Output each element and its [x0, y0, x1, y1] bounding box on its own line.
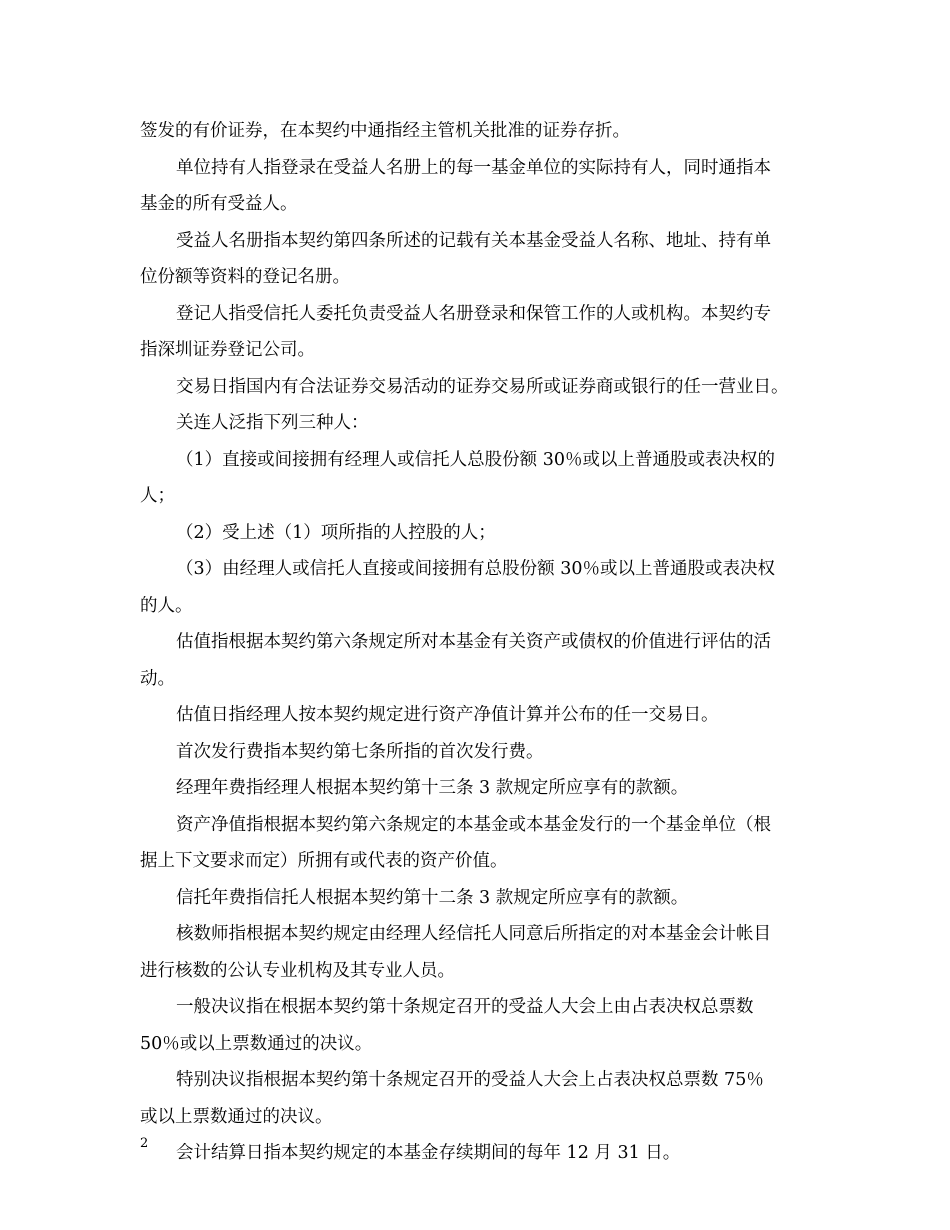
- text-line: 单位持有人指登录在受益人名册上的每一基金单位的实际持有人，同时通指本: [176, 157, 771, 178]
- text-line: 位份额等资料的登记名册。: [140, 267, 350, 287]
- text-line: （3）由经理人或信托人直接或间接拥有总股份额 30％或以上普通股或表决权: [176, 559, 775, 579]
- text-line: 信托年费指信托人根据本契约第十二条 3 款规定所应享有的款额。: [176, 887, 689, 908]
- text-line: 人；: [140, 486, 175, 506]
- text-line: 签发的有价证券，在本契约中通指经主管机关批准的证券存折。: [140, 121, 630, 141]
- text-line: 基金的所有受益人。: [140, 194, 298, 214]
- text-line: 指深圳证券登记公司。: [140, 340, 315, 360]
- text-line: 资产净值指根据本契约第六条规定的本基金或本基金发行的一个基金单位（根: [176, 814, 771, 835]
- text-line: 首次发行费指本契约第七条所指的首次发行费。: [176, 741, 544, 762]
- text-line: 或以上票数通过的决议。: [140, 1106, 333, 1127]
- text-line: 的人。: [140, 595, 193, 616]
- text-line: 动。: [140, 668, 175, 689]
- text-line: 50％或以上票数通过的决议。: [140, 1033, 373, 1054]
- text-line: 核数师指根据本契约规定由经理人经信托人同意后所指定的对本基金会计帐目: [176, 924, 771, 944]
- document-body: [140, 113, 816, 1172]
- text-line: 会计结算日指本契约规定的本基金存续期间的每年 12 月 31 日。: [176, 1143, 681, 1163]
- text-line: 估值日指经理人按本契约规定进行资产净值计算并公布的任一交易日。: [176, 705, 719, 725]
- text-line: 特别决议指根据本契约第十条规定召开的受益人大会上占表决权总票数 75％: [176, 1070, 764, 1090]
- text-line: 交易日指国内有合法证券交易活动的证券交易所或证券商或银行的任一营业日。: [176, 376, 789, 397]
- text-line: 经理年费指经理人根据本契约第十三条 3 款规定所应享有的款额。: [176, 778, 689, 798]
- text-line: 估值指根据本契约第六条规定所对本基金有关资产或债权的价值进行评估的活: [176, 632, 771, 652]
- text-line: （1）直接或间接拥有经理人或信托人总股份额 30％或以上普通股或表决权的: [176, 449, 775, 470]
- text-line: 受益人名册指本契约第四条所述的记载有关本基金受益人名称、地址、持有单: [176, 230, 771, 251]
- text-line: 登记人指受信托人委托负责受益人名册登录和保管工作的人或机构。本契约专: [176, 303, 771, 324]
- text-line: （2）受上述（1）项所指的人控股的人；: [176, 522, 496, 543]
- page-number: 2: [140, 1136, 149, 1151]
- text-line: 进行核数的公认专业机构及其专业人员。: [140, 960, 455, 981]
- text-line: 关连人泛指下列三种人：: [176, 413, 369, 433]
- text-line: 据上下文要求而定）所拥有或代表的资产价值。: [140, 851, 508, 871]
- text-line: 一般决议指在根据本契约第十条规定召开的受益人大会上由占表决权总票数: [176, 997, 754, 1017]
